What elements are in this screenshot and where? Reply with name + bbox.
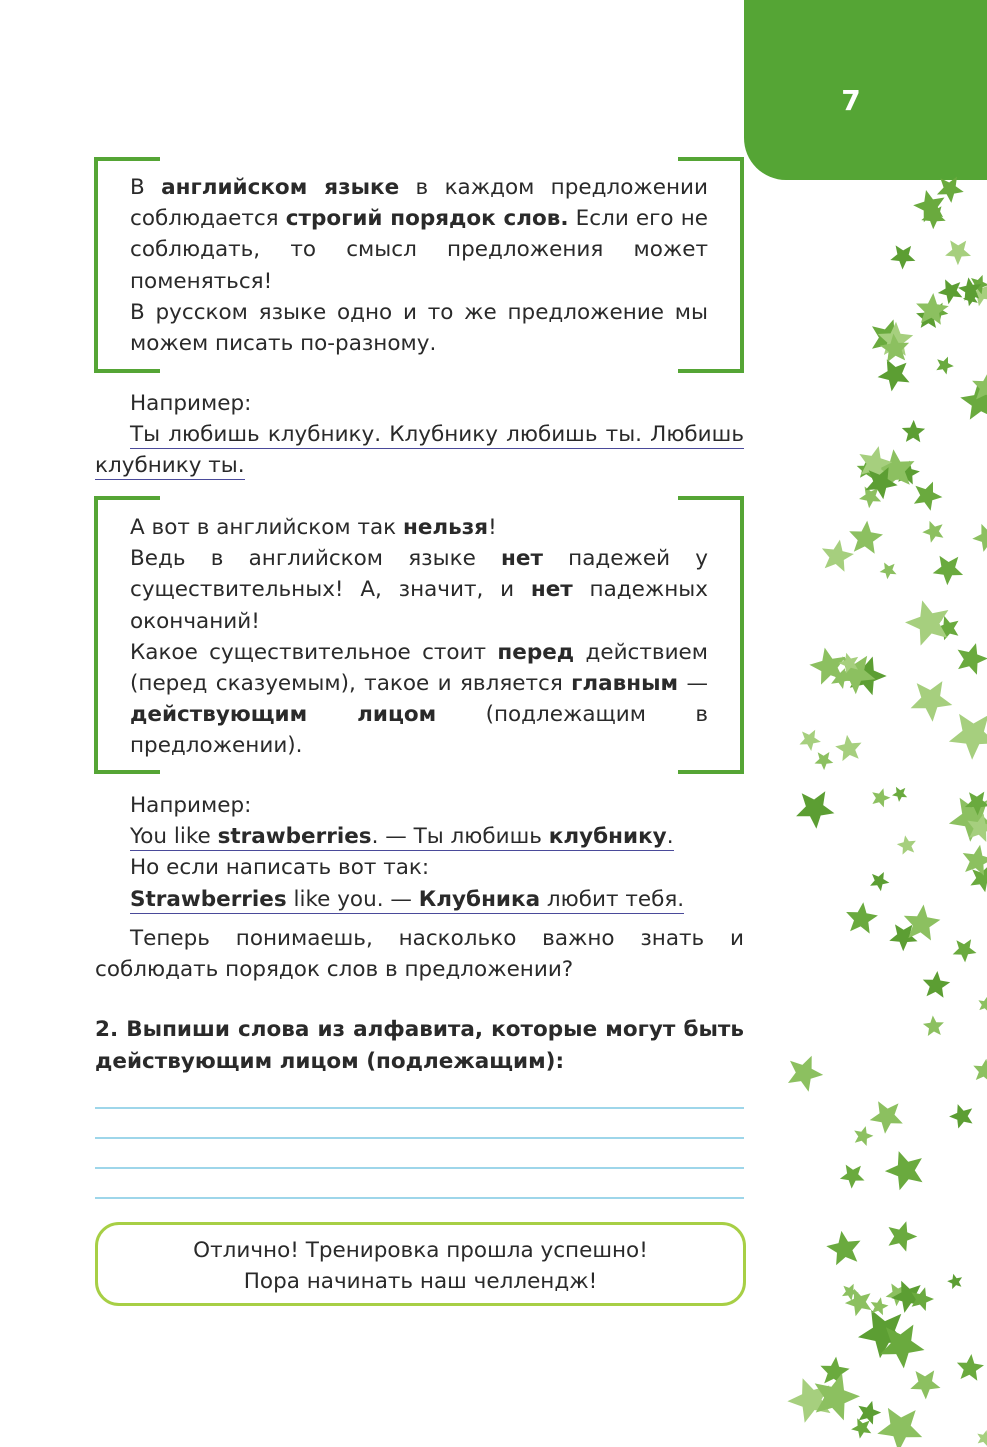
star-icon (977, 1430, 987, 1446)
star-icon (849, 521, 883, 554)
star-icon (851, 1418, 871, 1438)
star-icon (914, 482, 943, 511)
star-icon (933, 556, 963, 586)
star-icon (858, 1401, 881, 1425)
star-icon (835, 735, 861, 761)
task-heading: 2. Выпиши слова из алфавита, которые могут быть действующим лицом (подлежащим): (95, 1017, 744, 1074)
star-icon (902, 420, 925, 442)
star-icon (923, 1016, 944, 1037)
star-icon (796, 791, 834, 828)
star-icon (958, 643, 987, 675)
star-icon (788, 1056, 823, 1092)
success-line-2: Пора начинать наш челлендж! (243, 1269, 598, 1294)
star-icon (820, 1357, 849, 1386)
star-icon (840, 1165, 865, 1189)
writing-line[interactable] (95, 1137, 744, 1139)
conclusion-text: Теперь понимаешь, насколько важно знать и соблюдать порядок слов в предложении? (95, 926, 744, 983)
star-icon (880, 563, 897, 580)
example-label-2: Например: (130, 793, 252, 818)
star-icon (892, 787, 907, 802)
star-icon (936, 357, 954, 375)
star-icon (878, 359, 910, 391)
star-icon (949, 714, 987, 760)
writing-line[interactable] (95, 1107, 744, 1109)
star-icon (800, 730, 821, 751)
star-icon (822, 540, 854, 572)
star-icon (938, 279, 963, 304)
star-icon (957, 1354, 984, 1381)
success-message-box (95, 1222, 746, 1306)
explanation-text: А вот в английском так нельзя! Ведь в английском языке нет падежей у существительных! А, значит, и нет падежных окончаний! Какое существительное стоит перед действием (перед сказуемым), такое и является главным — действующим лицом (подлежащим в предложении). (130, 515, 708, 759)
star-icon (972, 524, 987, 552)
writing-line[interactable] (95, 1197, 744, 1199)
star-icon (905, 600, 948, 645)
example-middle: Но если написать вот так: (130, 855, 430, 881)
star-icon (949, 1104, 972, 1128)
example-2 (130, 790, 744, 915)
star-icon (922, 521, 943, 543)
example-label-1: Например: (130, 391, 252, 416)
star-icon (978, 996, 987, 1012)
star-icon (945, 240, 971, 265)
star-icon (872, 788, 890, 807)
star-icon (923, 971, 950, 998)
example-sentence-2a: You like strawberries. — Ты любишь клубнику. (130, 824, 674, 850)
rule-text: В английском языке в каждом предложении соблюдается строгий порядок слов. Если его не соблюдать, то смысл предложения может поменяться! В русском языке одно и то же предложение мы можем писать по-разному. (130, 175, 708, 357)
writing-line[interactable] (95, 1167, 744, 1169)
star-icon (890, 245, 915, 269)
example-sentence-1: Ты любишь клубнику. Клубнику любишь ты. Любишь клубнику ты. (95, 422, 744, 479)
star-icon (815, 752, 834, 770)
success-line-1: Отлично! Тренировка прошла успешно! (193, 1238, 648, 1263)
stars-decoration (780, 170, 987, 1447)
star-icon (889, 1221, 918, 1251)
star-icon (947, 1274, 962, 1289)
star-icon (953, 939, 977, 962)
page-number: 7 (841, 84, 861, 117)
star-icon (870, 872, 889, 891)
star-icon (911, 681, 953, 722)
star-icon (973, 1059, 987, 1082)
star-icon (846, 902, 878, 933)
star-icon (910, 1370, 940, 1399)
star-icon (877, 1408, 922, 1447)
star-icon (897, 835, 916, 854)
star-icon (870, 1101, 903, 1134)
example-sentence-2b: Strawberries like you. — Клубника любит тебя. (130, 886, 685, 912)
star-icon (885, 1151, 923, 1190)
star-icon (854, 1126, 873, 1146)
star-icon (826, 1231, 860, 1265)
